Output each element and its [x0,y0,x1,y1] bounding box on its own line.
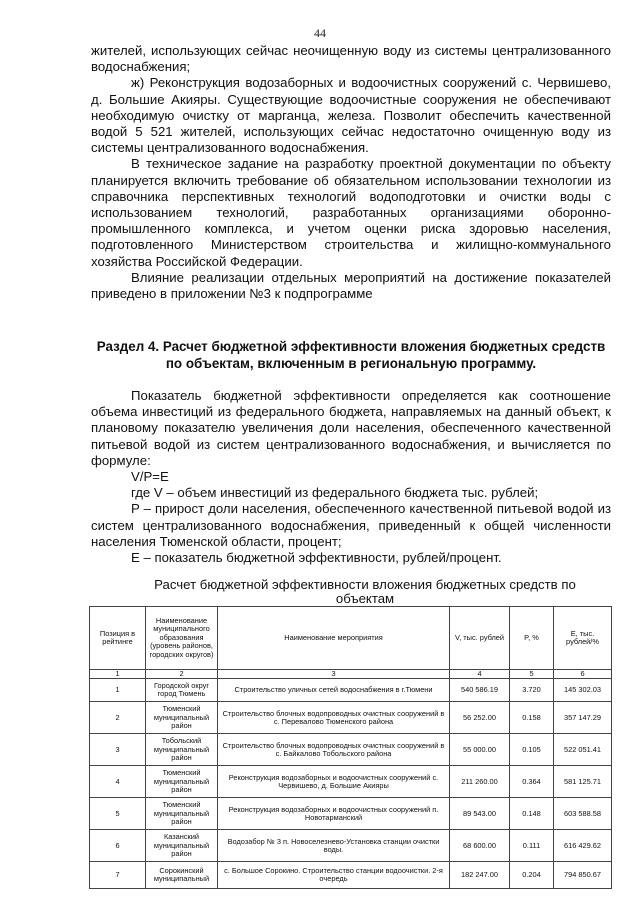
table-cell: 0.105 [510,734,554,766]
section-body [91,388,611,566]
column-index: 1 [90,670,146,679]
table-cell: Строительство уличных сетей водоснабжения в г.Тюмени [218,679,450,702]
table-cell: Водозабор № 3 п. Новоселезнево-Установка станции очистки воды. [218,830,450,862]
formula-definition: E – показатель бюджетной эффективности, рублей/процент. [131,550,502,566]
table-cell: Городской округ город Тюмень [146,679,218,702]
table-cell: 2 [90,702,146,734]
column-index-row [90,670,612,679]
table-row [90,766,612,798]
table-cell: 3 [90,734,146,766]
column-header: Позиция в рейтинге [90,607,146,670]
column-index: 4 [450,670,510,679]
table-cell: 89 543.00 [450,798,510,830]
column-index: 6 [554,670,612,679]
table-cell: 5 [90,798,146,830]
table-cell: Тюменский муниципальный район [146,766,218,798]
table-cell: 540 586.19 [450,679,510,702]
formula-definition: где V – объем инвестиций из федерального бюджета тыс. рублей; [131,485,539,501]
table-cell: с. Большое Сорокино. Строительство станции водоочистки. 2-я очередь [218,862,450,889]
column-header: Наименование муниципального образования (уровень районов, городских округов) [146,607,218,670]
table-cell: 7 [90,862,146,889]
table-cell: 0.364 [510,766,554,798]
table-cell: Реконструкция водозаборных и водоочистных сооружений п. Новотарманский [218,798,450,830]
table-cell: 68 600.00 [450,830,510,862]
table-row [90,702,612,734]
table-cell: Строительство блочных водопроводных очистных сооружений в с. Байкалово Тобольского района [218,734,450,766]
table-cell: 182 247.00 [450,862,510,889]
table-cell: 0.111 [510,830,554,862]
column-index: 2 [146,670,218,679]
column-header: Наименование мероприятия [218,607,450,670]
table-cell: 522 051.41 [554,734,612,766]
table-cell: Тобольский муниципальный район [146,734,218,766]
table-cell: 3.720 [510,679,554,702]
table-cell: 1 [90,679,146,702]
paragraph: ж) Реконструкция водозаборных и водоочистных сооружений с. Червишево, д. Большие Акияры. Существующие водоочистные сооружения не обеспечивают необходимую очистку от марганца, железа. Позволит обеспечить качественной водой 5 521 жителей, использующих сейчас недостаточно очищенную воду из системы централизованного водоснабжения. [91,75,611,156]
table-cell: 0.204 [510,862,554,889]
table-cell: 4 [90,766,146,798]
column-header: P, % [510,607,554,670]
table-row [90,679,612,702]
table-cell: 0.148 [510,798,554,830]
column-index: 5 [510,670,554,679]
table-row [90,862,612,889]
paragraph: Влияние реализации отдельных мероприятий на достижение показателей приведено в приложении №3 к подпрограмме [91,269,611,302]
paragraph: Показатель бюджетной эффективности определяется как соотношение объема инвестиций из федерального бюджета, направляемых на данный объект, к плановому показателю увеличения доли населения, обеспеченного качественной питьевой водой из систем централизованного водоснабжения, и вычисляется по формуле: [91,388,611,468]
body-text [91,43,611,302]
paragraph: В техническое задание на разработку проектной документации по объекту планируется включить требование об обязательном использовании технологии из справочника перспективных технологий водоподготовки и очистки воды с использованием технологий, разработанных организациями оборонно-промышленного комплекса, и учетом оценки риска здоровью населения, подготовленного Министерством строительства и жилищно-коммунального хозяйства Российской Федерации. [91,156,611,269]
paragraph: жителей, использующих сейчас неочищенную воду из системы централизованного водоснабжения; [91,43,611,75]
table-cell: 794 850.67 [554,862,612,889]
table-cell: 55 000.00 [450,734,510,766]
table-cell: 6 [90,830,146,862]
table-cell: 211 260.00 [450,766,510,798]
table-header-row [90,607,612,670]
column-index: 3 [218,670,450,679]
table-cell: 145 302.03 [554,679,612,702]
table-caption: Расчет бюджетной эффективности вложения бюджетных средств по объектам [154,577,576,606]
table-cell: 56 252.00 [450,702,510,734]
section-heading: Раздел 4. Расчет бюджетной эффективности вложения бюджетных средств по объектам, включенным в региональную программу. [96,339,606,371]
efficiency-table [89,606,612,889]
table-cell: 0.158 [510,702,554,734]
column-header: V, тыс. рублей [450,607,510,670]
table-row [90,734,612,766]
table-cell: 603 588.58 [554,798,612,830]
table-row [90,830,612,862]
table-cell: 357 147.29 [554,702,612,734]
formula: V/P=E [131,469,169,485]
column-header: E, тыс. рублей/% [554,607,612,670]
table-cell: Строительство блочных водопроводных очистных сооружений в с. Перевалово Тюменского района [218,702,450,734]
table-cell: 581 125.71 [554,766,612,798]
table-row [90,798,612,830]
table-cell: Казанский муниципальный район [146,830,218,862]
formula-definition: P – прирост доли населения, обеспеченного качественной питьевой водой из систем централизованного водоснабжения, приведенный к общей численности населения Тюменской области, процент; [91,501,611,549]
table-cell: 616 429.62 [554,830,612,862]
table-cell: Тюменский муниципальный район [146,702,218,734]
table-cell: Реконструкция водозаборных и водоочистных сооружений с. Червишево, д. Большие Акияры [218,766,450,798]
page-number: 44 [314,26,326,40]
table-cell: Тюменский муниципальный район [146,798,218,830]
table-cell: Сорокинский муниципальный [146,862,218,889]
